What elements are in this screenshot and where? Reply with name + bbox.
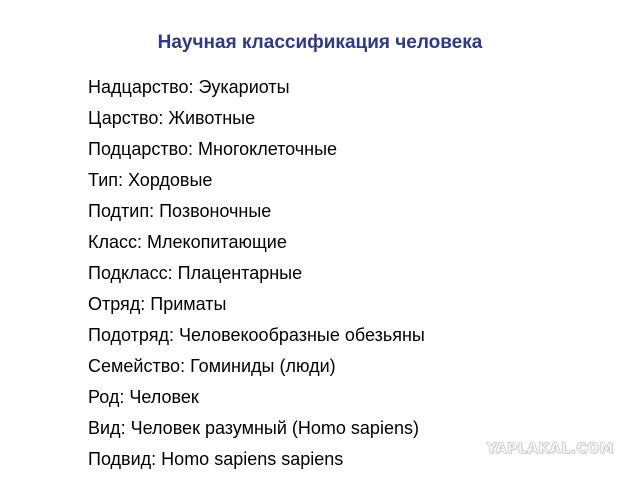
classification-item: Подкласс: Плацентарные — [88, 263, 303, 283]
watermark-logo: YAPLAKAL.COM — [486, 441, 614, 457]
classification-list — [88, 72, 425, 475]
classification-item: Тип: Хордовые — [88, 170, 213, 190]
classification-item: Надцарство: Эукариоты — [88, 77, 290, 97]
slide-title: Научная классификация человека — [157, 32, 483, 53]
classification-item: Подотряд: Человекообразные обезьяны — [88, 325, 425, 345]
classification-item: Царство: Животные — [88, 108, 256, 128]
classification-item: Подтип: Позвоночные — [88, 201, 272, 221]
classification-item: Подцарство: Многоклеточные — [88, 139, 338, 159]
classification-item: Семейство: Гоминиды (люди) — [88, 356, 336, 376]
classification-item: Класс: Млекопитающие — [88, 232, 287, 252]
classification-item: Подвид: Homo sapiens sapiens — [88, 449, 344, 469]
classification-item: Вид: Человек разумный (Homo sapiens) — [88, 418, 419, 438]
classification-item: Род: Человек — [88, 387, 199, 407]
classification-item: Отряд: Приматы — [88, 294, 227, 314]
